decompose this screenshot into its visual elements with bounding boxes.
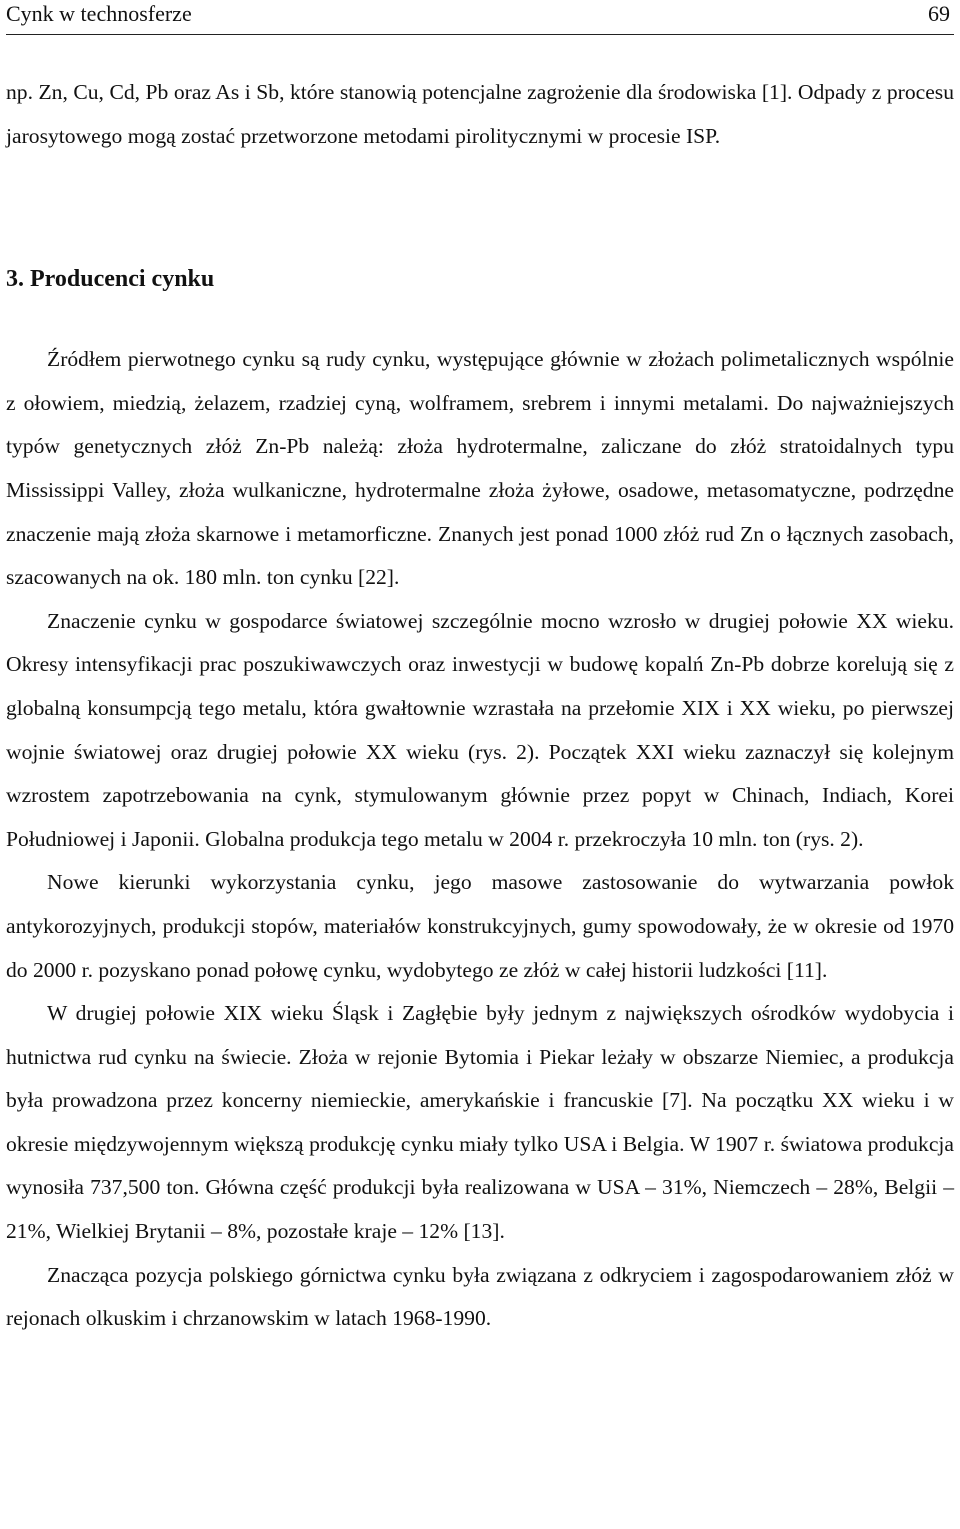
running-header xyxy=(6,0,954,35)
document-page xyxy=(6,0,954,1529)
paragraph-zinc-uses: Nowe kierunki wykorzystania cynku, jego masowe zastosowanie do wytwarzania powłok antykorozyjnych, produkcji stopów, materiałów konstrukcyjnych, gumy spowodowały, że w okresie od 1970 do 2000 r. pozyskano ponad połowę cynku, wydobytego ze złóż w całej historii ludzkości [11]. xyxy=(6,870,954,982)
paragraph-zinc-sources: Źródłem pierwotnego cynku są rudy cynku, występujące głównie w złożach polimetalicznych wspólnie z ołowiem, miedzią, żelazem, rzadziej cyną, wolframem, srebrem i innymi metalami. Do najważniejszych typów genetycznych złóż Zn-Pb należą: złoża hydrotermalne, zaliczane do złóż stratoidalnych typu Mississippi Valley, złoża wulkaniczne, hydrotermalne złoża żyłowe, osadowe, metasomatyczne, podrzędne znaczenie mają złoża skarnowe i metamorficzne. Znanych jest ponad 1000 złóż rud Zn o łącznych zasobach, szacowanych na ok. 180 mln. ton cynku [22]. xyxy=(6,347,954,590)
section-heading: 3. Producenci cynku xyxy=(6,266,215,293)
paragraph-silesia-history: W drugiej połowie XIX wieku Śląsk i Zagłębie były jednym z największych ośrodków wydobycia i hutnictwa rud cynku na świecie. Złoża w rejonie Bytomia i Piekar leżały w obszarze Niemiec, a produkcja była prowadzona przez koncerny niemieckie, amerykańskie i francuskie [7]. Na początku XX wieku i w okresie międzywojennym większą produkcję cynku miały tylko USA i Belgia. W 1907 r. światowa produkcja wynosiła 737,500 ton. Główna część produkcji była realizowana w USA – 31%, Niemczech – 28%, Belgii – 21%, Wielkiej Brytanii – 8%, pozostałe kraje – 12% [13]. xyxy=(6,1001,954,1244)
running-header-title: Cynk w technosferze xyxy=(6,1,192,26)
paragraph-polish-mining: Znacząca pozycja polskiego górnictwa cynku była związana z odkryciem i zagospodarowaniem złóż w rejonach olkuskim i chrzanowskim w latach 1968-1990. xyxy=(6,1262,954,1331)
paragraph-zinc-economy: Znaczenie cynku w gospodarce światowej szczególnie mocno wzrosło w drugiej połowie XX wieku. Okresy intensyfikacji prac poszukiwawczych oraz inwestycji w budowę kopalń Zn-Pb dobrze korelują się z globalną konsumpcją tego metalu, która gwałtownie wzrastała na przełomie XIX i XX wieku, po pierwszej wojnie światowej oraz drugiej połowie XX wieku (rys. 2). Początek XXI wieku zaznaczył się kolejnym wzrostem zapotrzebowania na cynk, stymulowanym głównie przez popyt w Chinach, Indiach, Korei Południowej i Japonii. Globalna produkcja tego metalu w 2004 r. przekroczyła 10 mln. ton (rys. 2). xyxy=(6,608,954,851)
document-body xyxy=(6,71,954,1341)
page-number: 69 xyxy=(928,1,950,26)
paragraph-continued: np. Zn, Cu, Cd, Pb oraz As i Sb, które stanowią potencjalne zagrożenie dla środowiska [1]. Odpady z procesu jarosytowego mogą zostać przetworzone metodami pirolitycznymi w procesie ISP. xyxy=(6,80,954,148)
